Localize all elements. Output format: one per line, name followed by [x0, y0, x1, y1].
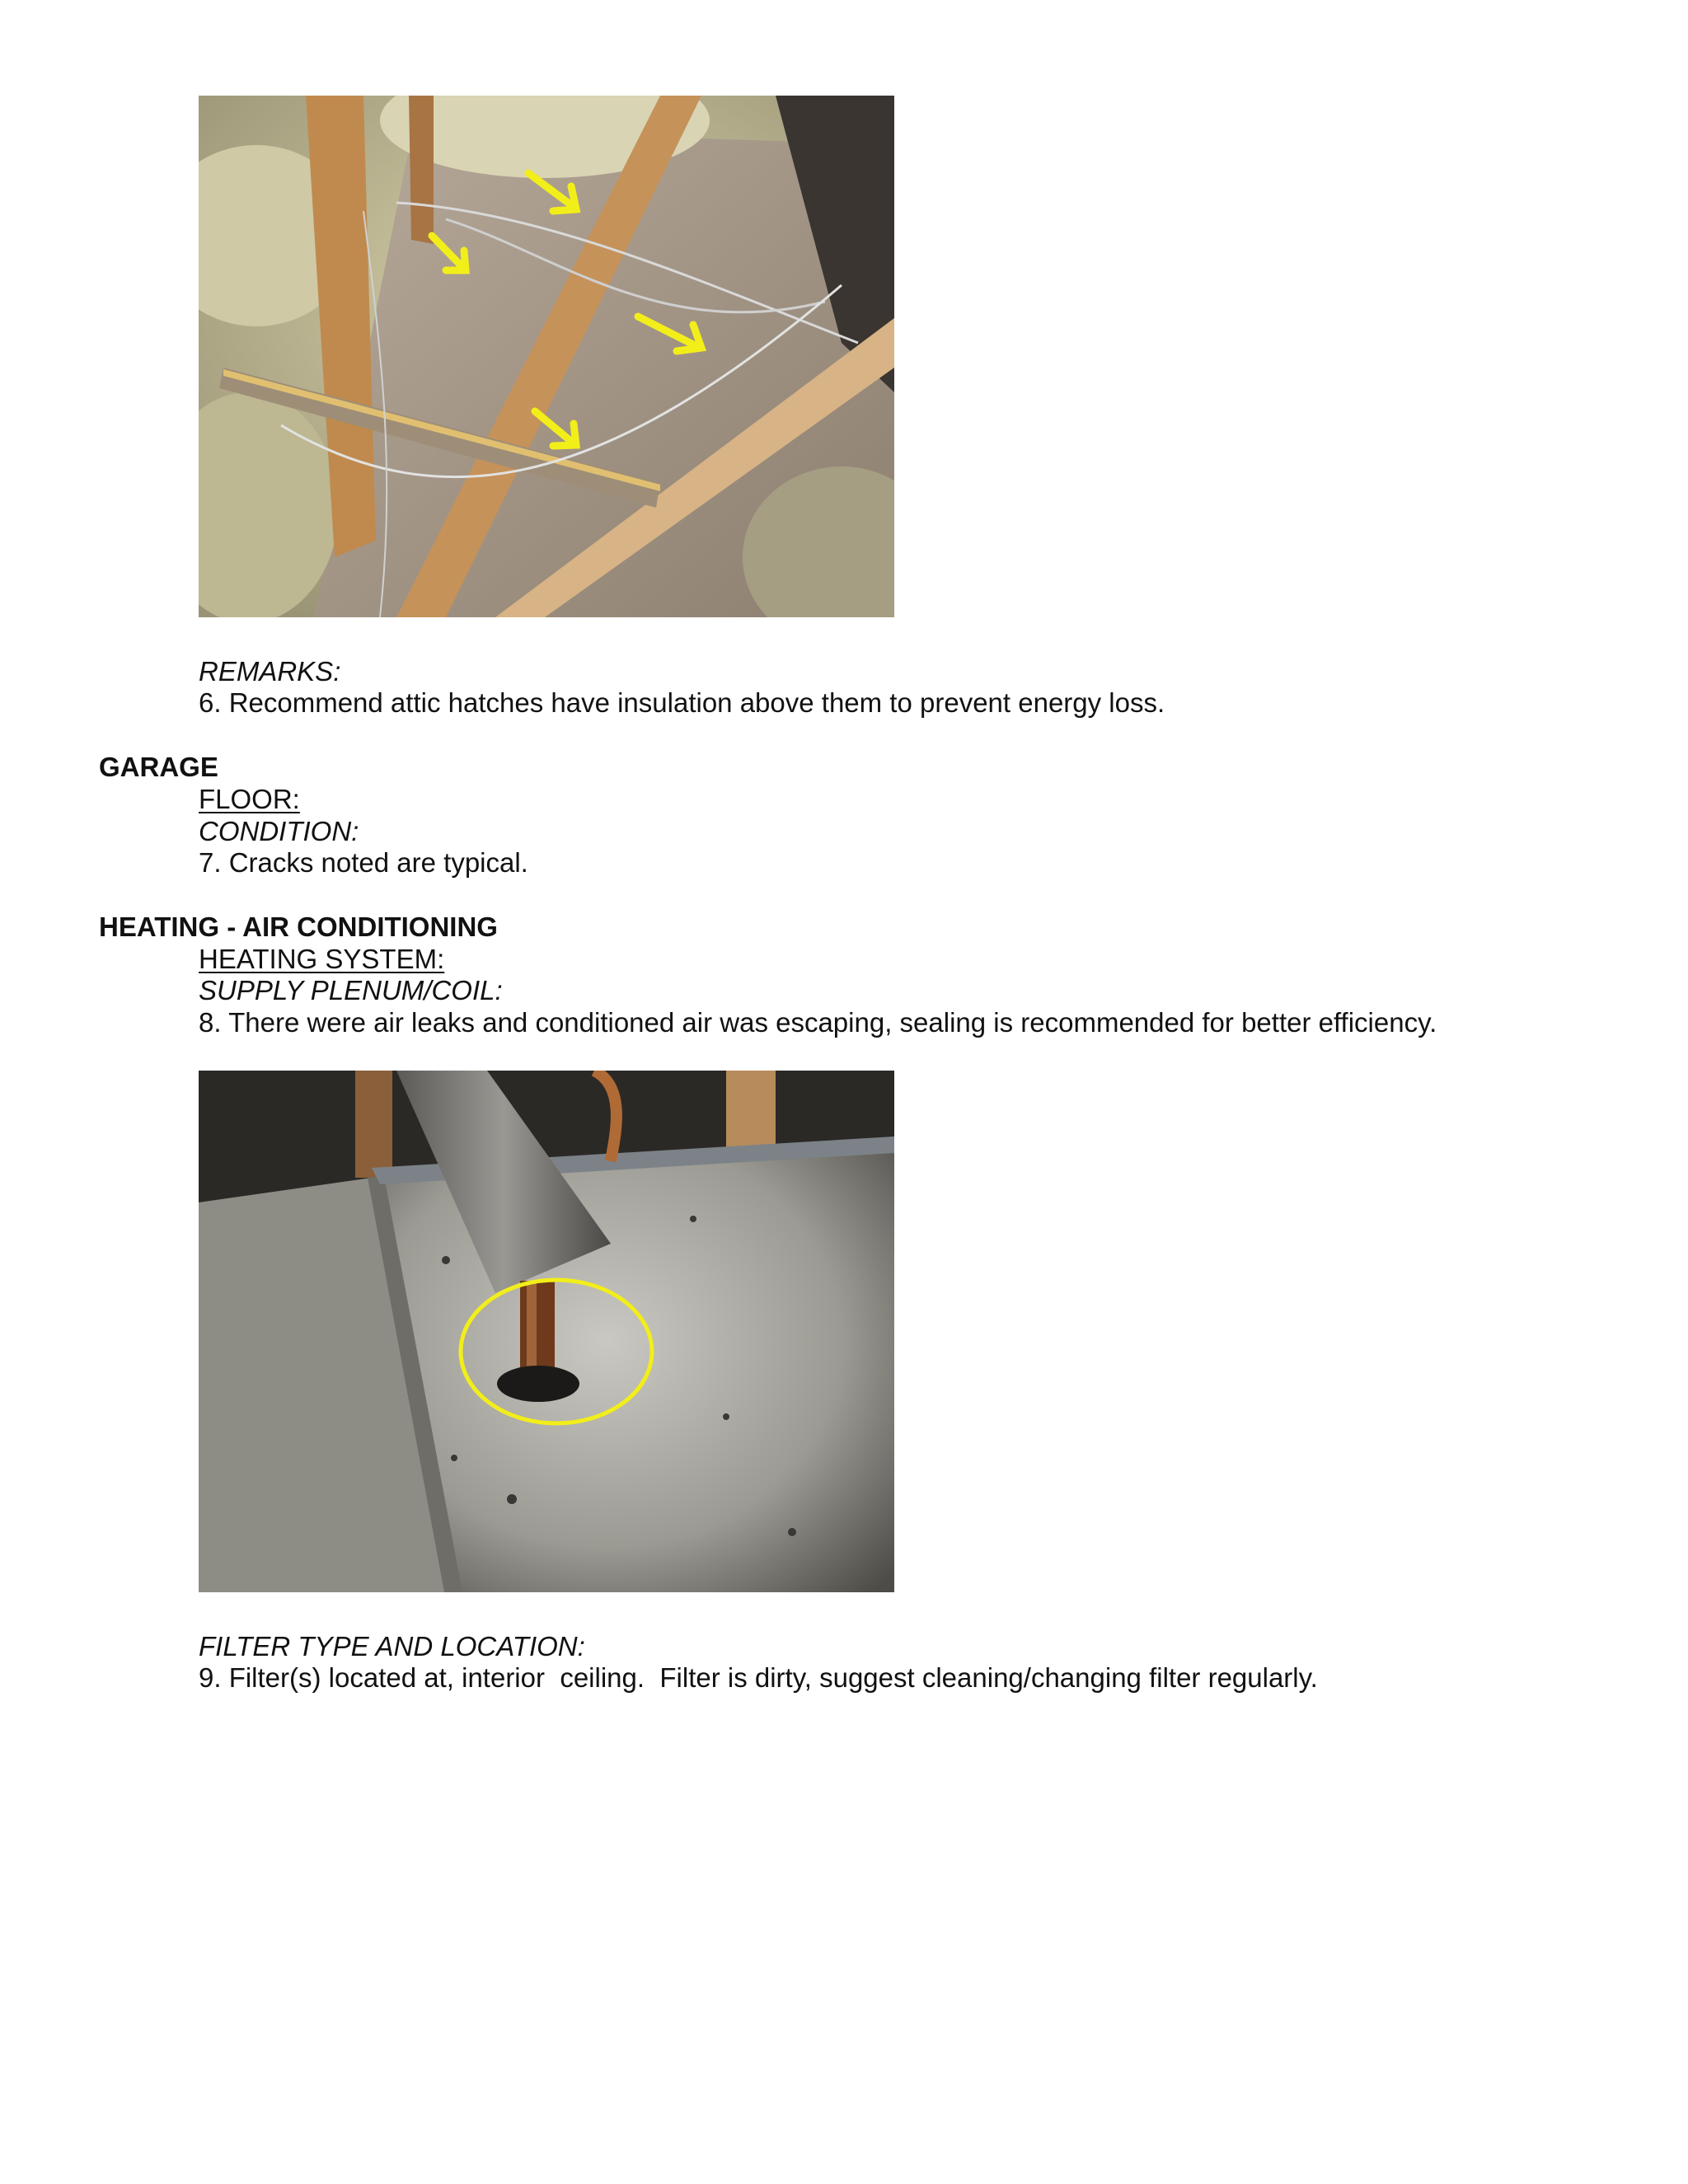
- hvac-item-8: 8. There were air leaks and conditioned air was escaping, sealing is recommended for better efficiency.: [199, 1007, 1437, 1038]
- garage-section-heading: GARAGE: [99, 752, 218, 782]
- heating-system-subheading: HEATING SYSTEM:: [199, 944, 445, 974]
- hvac-item-9: 9. Filter(s) located at, interior ceiling. Filter is dirty, suggest cleaning/changing filter regularly.: [199, 1662, 1318, 1693]
- supply-plenum-label: SUPPLY PLENUM/COIL:: [199, 975, 503, 1005]
- garage-floor-subheading: FLOOR:: [199, 784, 300, 814]
- attic-remarks-label: REMARKS:: [199, 656, 341, 687]
- supply-plenum-coil-photo: [199, 1071, 894, 1592]
- hvac-section-heading: HEATING - AIR CONDITIONING: [99, 912, 498, 942]
- attic-wiring-photo: [199, 96, 894, 617]
- attic-remark-item-6: 6. Recommend attic hatches have insulation above them to prevent energy loss.: [199, 687, 1165, 718]
- garage-item-7: 7. Cracks noted are typical.: [199, 847, 528, 878]
- garage-condition-label: CONDITION:: [199, 816, 359, 846]
- filter-type-location-label: FILTER TYPE AND LOCATION:: [199, 1631, 585, 1661]
